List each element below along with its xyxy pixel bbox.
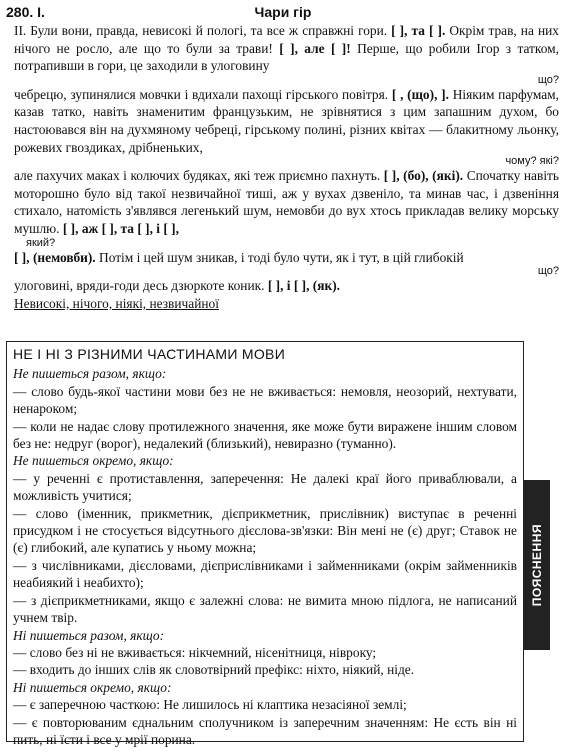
sentence: Перше, що робили Ігор з татком, потрапивши в гори, це заходили в улоговину: [14, 40, 559, 74]
rule-item: — з числівниками, дієсловами, дієприслівниками і займенниками (окрім займенників неабиякий і неабихто);: [13, 557, 517, 591]
question-annotation: що?: [537, 265, 559, 278]
exercise-paragraph: [14, 277, 559, 295]
sentence: II. Були вони, правда, невисокі й пологі, та все ж справжні гори.: [14, 23, 388, 38]
rule-item: — слово без ні не вживається: нікчемний, нісенітниця, нівроку;: [13, 644, 377, 660]
exercise-paragraph: [14, 249, 559, 267]
rule-item: — входить до інших слів як словотвірний префікс: ніхто, ніякий, ніде.: [13, 662, 415, 678]
rule-item: — у реченні є протиставлення, заперечення: Не далекі краї його приваблювали, а можливість учитися;: [13, 470, 517, 504]
sentence: Ніяким парфумам, казав татко, навіть знаменитим французьким, не зрівнятися з цим запашним духом, бо настоювався він на духмяному чебреці, гірському полині, різних квітах — блакитному льонку, рожевих гвоздиках, дрібненьких,: [14, 86, 560, 155]
theory-box: [6, 341, 524, 747]
scheme: [ ], аж [ ], та [ ], і [ ],: [59, 220, 179, 236]
scheme: [ ], (немовби).: [14, 249, 96, 265]
exercise-title: Чари гір: [254, 4, 312, 20]
exercise-header: [6, 4, 560, 22]
rule-heading: Не пишеться разом, якщо:: [13, 366, 167, 382]
exercise-paragraph: [14, 167, 559, 237]
question-annotation: що?: [537, 73, 559, 86]
exercise-paragraph: [14, 86, 559, 156]
exercise-number: 280. I.: [6, 4, 45, 20]
scheme: [ ], але [ ]!: [272, 40, 351, 56]
side-label: [524, 480, 550, 650]
exercise-paragraph: [14, 22, 559, 75]
rule-heading: Ні пишеться разом, якщо:: [13, 627, 165, 643]
scheme: [ , (що), ].: [388, 86, 449, 102]
rule-item: — слово будь-якої частини мови без не не вживається: немовля, неозорий, нехтувати, ненароком;: [13, 383, 517, 417]
rule-heading: Ні пишеться окремо, якщо:: [13, 679, 172, 695]
side-label-text: ПОЯСНЕННЯ: [530, 523, 544, 607]
sentence: Спочатку навіть моторошно було від такої незвичайної тиші, аж у вухах дзвеніло, та минав час, і дзвеніння стихало, натомість з'являвся легенький шум, немовби до вух хтось прикладав велику морську мушлю.: [14, 168, 560, 236]
sentence: але пахучих маках і колючих будяках, які теж приємно пахнуть.: [14, 168, 381, 184]
scheme: [ ], і [ ], (як).: [264, 278, 341, 294]
scheme: [ ], (бо), (які).: [380, 168, 464, 184]
question-annotation: який?: [26, 236, 56, 249]
scheme: [ ], та [ ].: [387, 23, 446, 38]
rule-heading: Не пишеться окремо, якщо:: [13, 453, 174, 469]
rule-item: — коли не надає слову протилежного значення, яке може бути виражене іншим словом без не: недруг (ворог), недалекий (близький), невиразно (туманно).: [13, 418, 517, 452]
sentence: Окрім трав, на них нічого не росло, але що то були за трави!: [14, 23, 559, 56]
theory-title: НЕ І НІ З РІЗНИМИ ЧАСТИНАМИ МОВИ: [13, 346, 286, 362]
sentence: чебрецю, зупинялися мовчки і вдихали пахощі гірського повітря.: [14, 86, 389, 102]
word-list: Невисокі, нічого, ніякі, незвичайної: [14, 295, 219, 311]
rule-item: — слово (іменник, прикметник, дієприкметник, прислівник) виступає в реченні присудком і не стосується відсутнього дієслова-зв'язки: Він мені не (є) друг; Ставок не (є) глибокий, але купатись у ньому можна;: [13, 505, 517, 556]
question-annotation: чому? які?: [505, 155, 559, 168]
sentence: улоговині, вряди-годи десь дзюркоте коник.: [14, 278, 265, 294]
rule-item: — є повторюваним єднальним сполучником із заперечним значенням: Не єсть він ні пить, ні їсти і все у мрії порина.: [13, 714, 517, 747]
rule-item: — є заперечною часткою: Не лишилось ні клаптика незасіяної землі;: [13, 697, 407, 713]
underlined-words: [14, 295, 559, 313]
rule-item: — з дієприкметниками, якщо є залежні слова: не вимита мною підлога, не написаний учнем твір.: [13, 592, 517, 626]
sentence: Потім і цей шум зникав, і тоді було чути, як і тут, в цій глибокій: [95, 249, 464, 265]
exercise-text: [14, 22, 559, 312]
